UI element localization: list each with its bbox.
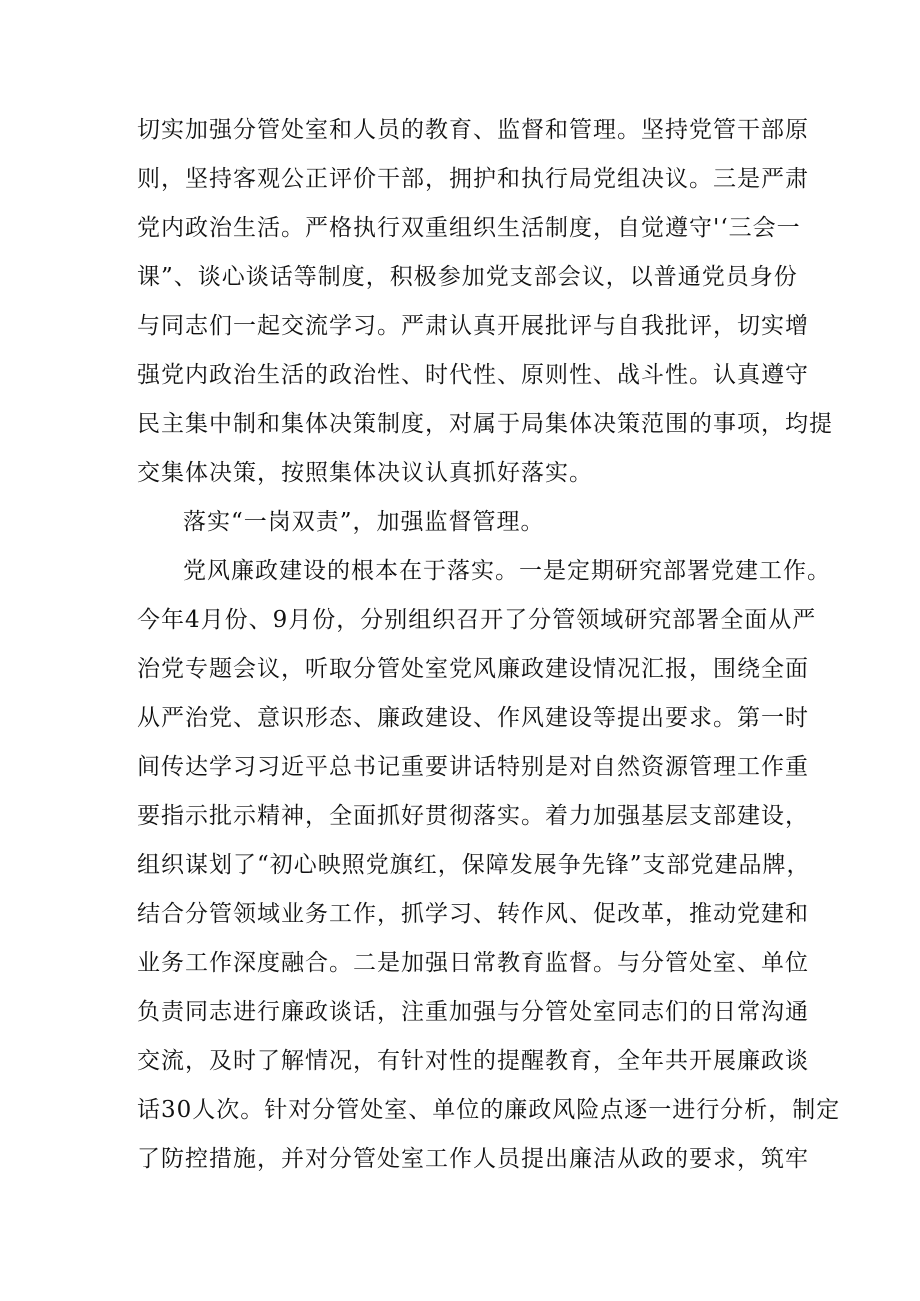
text-line: 从严治党、意识形态、廉政建设、作风建设等提出要求。第一时 xyxy=(137,705,809,731)
section-heading: 落实“一岗双责”，加强监督管理。 xyxy=(183,509,545,535)
text-line: 治党专题会议，听取分管处室党风廉政建设情况汇报，围绕全面 xyxy=(137,656,809,682)
text-line: 强党内政治生活的政治性、时代性、原则性、战斗性。认真遵守 xyxy=(137,362,809,388)
text-line: 结合分管领域业务工作，抓学习、转作风、促改革，推动党建和 xyxy=(137,901,809,927)
text-line: 课”、谈心谈话等制度，积极参加党支部会议，以普通党员身份 xyxy=(137,264,798,290)
text-line: 业务工作深度融合。二是加强日常教育监督。与分管处室、单位 xyxy=(137,950,809,976)
text-line: 负责同志进行廉政谈话，注重加强与分管处室同志们的日常沟通 xyxy=(137,999,809,1025)
text-line: 交集体决策，按照集体决议认真抓好落实。 xyxy=(137,460,593,486)
text-line: 民主集中制和集体决策制度，对属于局集体决策范围的事项，均提 xyxy=(137,411,833,437)
text-line: 话30人次。针对分管处室、单位的廉政风险点逐一进行分析，制定 xyxy=(137,1097,841,1123)
text-line: 要指示批示精神，全面抓好贯彻落实。着力加强基层支部建设， xyxy=(137,803,809,829)
paragraph-first-line: 党风廉政建设的根本在于落实。一是定期研究部署党建工作。 xyxy=(183,558,831,584)
text-line: 则，坚持客观公正评价干部，拥护和执行局党组决议。三是严肃 xyxy=(137,166,809,192)
text-line: 今年4月份、9月份，分别组织召开了分管领域研究部署全面从严 xyxy=(137,607,817,633)
text-line: 切实加强分管处室和人员的教育、监督和管理。坚持党管干部原 xyxy=(137,117,809,143)
text-line: 了防控措施，并对分管处室工作人员提出廉洁从政的要求，筑牢 xyxy=(137,1146,809,1172)
text-line: 组织谋划了“初心映照党旗红，保障发展争先锋”支部党建品牌， xyxy=(137,852,811,878)
text-line: 交流，及时了解情况，有针对性的提醒教育，全年共开展廉政谈 xyxy=(137,1048,809,1074)
text-line: 党内政治生活。严格执行双重组织生活制度，自觉遵守'‘三会一 xyxy=(137,215,801,241)
text-line: 与同志们一起交流学习。严肃认真开展批评与自我批评，切实增 xyxy=(137,313,809,339)
text-line: 间传达学习习近平总书记重要讲话特别是对自然资源管理工作重 xyxy=(137,754,809,780)
